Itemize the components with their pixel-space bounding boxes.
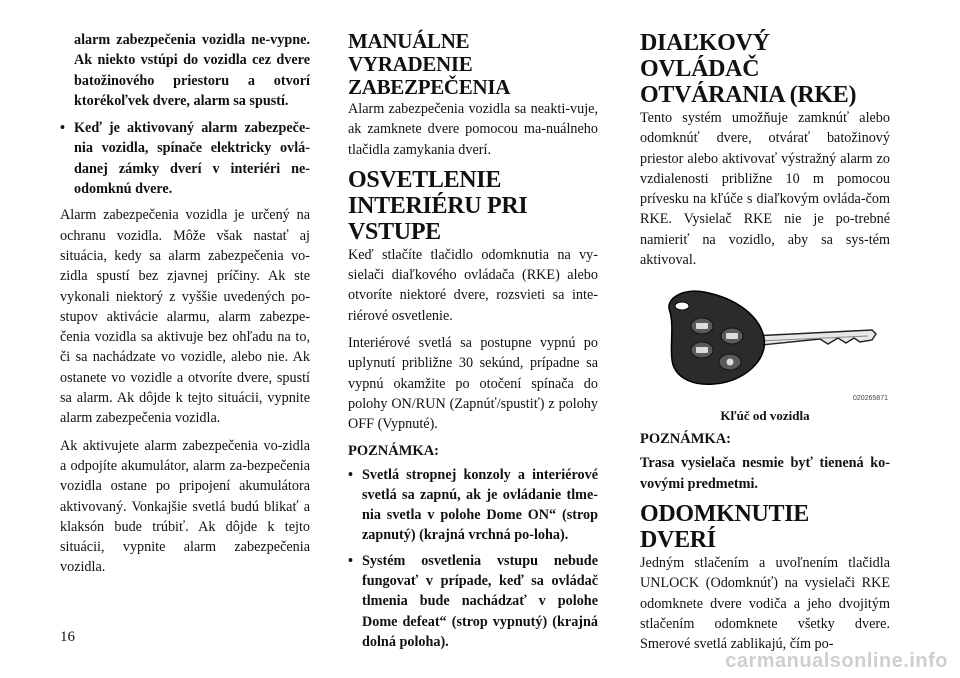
bullet-item: • Systém osvetlenia vstupu nebude fungovať v prípade, keď sa ovládač tlmenia bude nachádzať v polohe Dome defeat“ (strop vypnutý) (krajná dolná poloha). bbox=[348, 551, 598, 652]
paragraph: Keď stlačíte tlačidlo odomknutia na vy-sielači diaľkového ovládača (RKE) alebo otvoríte niektoré dvere, rozsvieti sa inte-riérové osvetlenie. bbox=[348, 246, 598, 324]
watermark: carmanualsonline.info bbox=[725, 650, 948, 672]
paragraph: Jedným stlačením a uvoľnením tlačidla UNLOCK (Odomknúť) na vysielači RKE odomknete dvere vodiča a jeho dvojitým stlačením odomknete všetky dvere. Smerové svetlá zablikajú, čím po- bbox=[640, 554, 890, 653]
paragraph: Alarm zabezpečenia vozidla sa neakti-vuje, ak zamknete dvere pomocou ma-nuálneho tlačidla zamykania dverí. bbox=[348, 101, 598, 158]
note-label: POZNÁMKA: bbox=[348, 442, 440, 459]
paragraph: Interiérové svetlá sa postupne vypnú po uplynutí približne 30 sekúnd, prípadne sa vypnú okamžite po otočení spínača do polohy ON/RUN (Zapnúť/spustiť) z polohy OFF (Vypnuté). bbox=[348, 335, 598, 433]
section-heading: MANUÁLNE VYRADENIE ZABEZPEČENIA bbox=[348, 29, 511, 99]
section-heading: DIAĽKOVÝ OVLÁDAČ OTVÁRANIA (RKE) bbox=[640, 30, 857, 108]
note-label: POZNÁMKA: bbox=[640, 431, 732, 448]
paragraph: Alarm zabezpečenia vozidla je určený na ochranu vozidla. Môže však nastať aj situácia, kedy sa alarm zabezpečenia vo-zidla spustí bez zjavnej príčiny. Ak ste vykonali niektorý z vyššie uvedených po-stupov aktivácie alarmu, alarm zabezpe-čenia vozidla sa aktivuje bez ohľadu na to, či sa nachádzate vo vozidle, alebo nie. Ak ostanete vo vozidle a otvoríte dvere, spustí sa alarm. Ak dôjde k tejto situácii, vypnite alarm zabezpečenia vozidla. bbox=[60, 207, 310, 427]
column-right bbox=[640, 30, 890, 661]
key-fob-figure bbox=[640, 286, 890, 406]
section-heading: OSVETLENIE INTERIÉRU PRI VSTUPE bbox=[348, 166, 528, 245]
key-fob-illustration bbox=[640, 286, 890, 406]
section-heading: ODOMKNUTIE DVERÍ bbox=[640, 500, 810, 553]
bullet-list bbox=[60, 118, 310, 199]
note-text: Trasa vysielača nesmie byť tienená ko-vovými predmetmi. bbox=[640, 455, 890, 492]
bullet-item: • Keď je aktivovaný alarm zabezpeče-nia vozidla, spínače elektricky ovlá-danej zámky dverí v interiéri ne-odomknú dvere. bbox=[60, 118, 310, 199]
page-number: 16 bbox=[60, 629, 75, 645]
column-left bbox=[60, 30, 310, 585]
bullet-continuation: alarm zabezpečenia vozidla ne-vypne. Ak niekto vstúpi do vozidla cez dvere batožinového priestoru a otvorí ktorékoľvek dvere, alarm sa spustí. bbox=[74, 32, 310, 109]
column-middle bbox=[348, 30, 598, 658]
paragraph: Ak aktivujete alarm zabezpečenia vo-zidla a odpojíte akumulátor, alarm za-bezpečenia vozidla ostane po pripojení akumulátora aktivovaný. Vonkajšie svetlá budú blikať a klaksón bude trúbiť. Ak dôjde k tejto situácii, vypnite alarm zabezpečenia vozidla. bbox=[60, 437, 310, 576]
paragraph: Tento systém umožňuje zamknúť alebo odomknúť dvere, otvárať batožinový priestor alebo aktivovať výstražný alarm zo vzdialenosti približne 10 m pomocou prívesku na kľúče s diaľkovým ovláda-čom RKE. Vysielač RKE nie je po-trebné namieriť na vozidlo, aby sa sys-tém aktivoval. bbox=[640, 110, 890, 269]
bullet-item: • Svetlá stropnej konzoly a interiérové svetlá sa zapnú, ak je ovládanie tlme-nia svetla v polohe Dome ON“ (strop zapnutý) (krajná vrchná po-loha). bbox=[348, 465, 598, 546]
figure-caption: Kľúč od vozidla bbox=[720, 408, 810, 424]
figure-code: 020265871 bbox=[852, 395, 888, 403]
note-bullet-list bbox=[348, 465, 598, 653]
